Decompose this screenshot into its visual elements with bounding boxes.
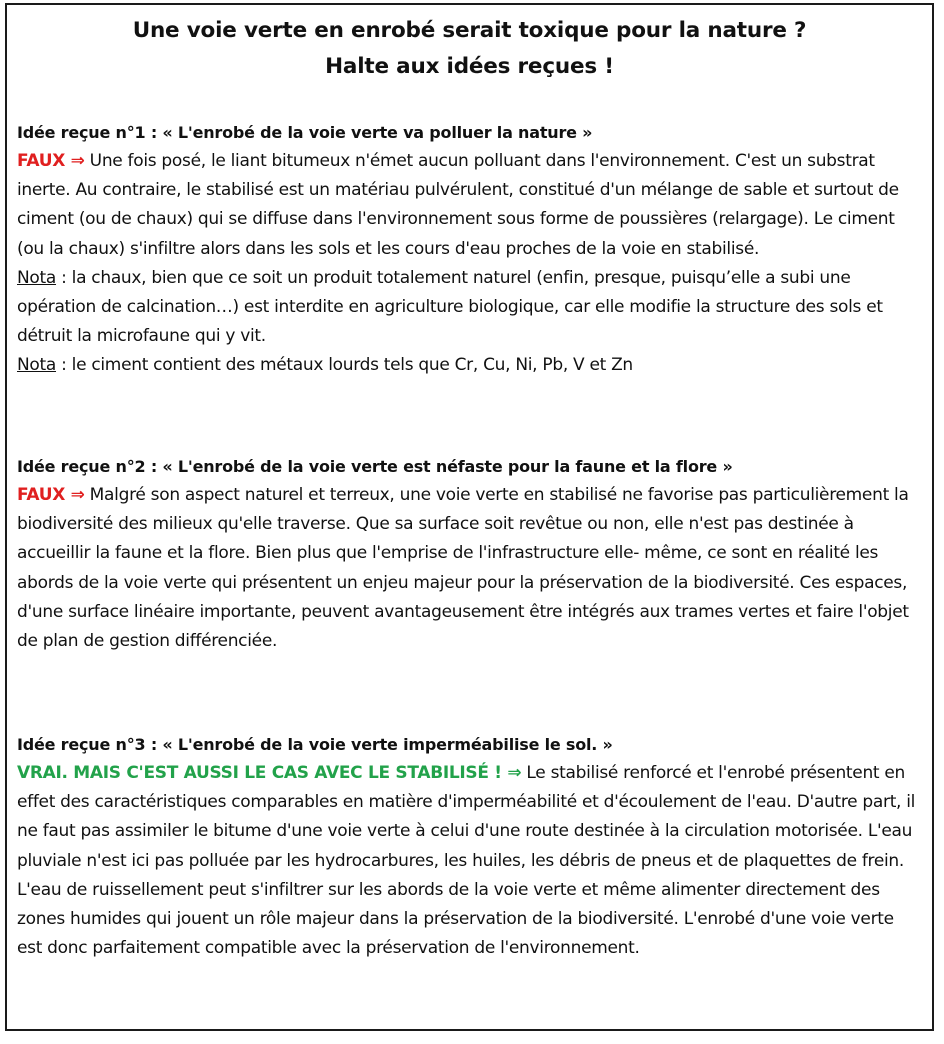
note-text: : le ciment contient des métaux lourds tels que Cr, Cu, Ni, Pb, V et Zn (56, 355, 633, 376)
section-idea-2 (17, 453, 922, 656)
section-idea-3 (17, 731, 922, 963)
section-text: Une fois posé, le liant bitumeux n'émet aucun polluant dans l'environnement. C'est un substrat inerte. Au contraire, le stabilisé est un matériau pulvérulent, constitué d'un mélange de sable et surtout de ciment (ou de chaux) qui se diffuse dans l'environnement sous forme de poussières (relargage). Le ciment (ou la chaux) s'infiltre alors dans les sols et les cours d'eau proches de la voie en stabilisé. (17, 151, 899, 259)
section-heading: Idée reçue n°3 : « L'enrobé de la voie verte imperméabilise le sol. » (17, 735, 613, 754)
page-title (7, 13, 932, 85)
note-label: Nota (17, 267, 57, 288)
section-body (17, 759, 922, 963)
section-text: Malgré son aspect naturel et terreux, une voie verte en stabilisé ne favorise pas particulièrement la biodiversité des milieux qu'elle traverse. Que sa surface soit revêtue ou non, elle n'est pas destinée à accueillir la faune et la flore. Bien plus que l'emprise de l'infrastructure elle- même, ce sont en réalité les abords de la voie verte qui présentent un enjeu majeur pour la préservation de la biodiversité. Ces espaces, d'une surface linéaire importante, peuvent avantageusement être intégrés aux trames vertes et faire l'objet de plan de gestion différenciée. (17, 485, 909, 652)
verdict-false: FAUX ⇒ (17, 485, 85, 505)
section-heading: Idée reçue n°1 : « L'enrobé de la voie verte va polluer la nature » (17, 123, 593, 142)
section-body (17, 147, 922, 381)
note-text: : la chaux, bien que ce soit un produit totalement naturel (enfin, presque, puisqu’elle a subi une opération de calcination…) est interdite en agriculture biologique, car elle modifie la structure des sols et détruit la microfaune qui y vit. (17, 267, 883, 347)
verdict-false: FAUX ⇒ (17, 151, 85, 171)
note (17, 264, 922, 352)
section-body (17, 481, 922, 656)
note (17, 351, 922, 380)
section-idea-1 (17, 119, 922, 381)
note-label: Nota (17, 355, 57, 376)
verdict-true: VRAI. MAIS C'EST AUSSI LE CAS AVEC LE STABILISÉ ! ⇒ (17, 763, 522, 783)
title-line-1: Une voie verte en enrobé serait toxique pour la nature ? (132, 18, 807, 43)
section-heading: Idée reçue n°2 : « L'enrobé de la voie verte est néfaste pour la faune et la flore » (17, 457, 733, 476)
title-line-2: Halte aux idées reçues ! (325, 54, 614, 79)
section-text: Le stabilisé renforcé et l'enrobé présentent en effet des caractéristiques comparables en matière d'imperméabilité et d'écoulement de l'eau. D'autre part, il ne faut pas assimiler le bitume d'une voie verte à celui d'une route destinée à la circulation motorisée. L'eau pluviale n'est ici pas polluée par les hydrocarbures, les huiles, les débris de pneus et de plaquettes de frein. L'eau de ruissellement peut s'infiltrer sur les abords de la voie verte et même alimenter directement des zones humides qui jouent un rôle majeur dans la préservation de la biodiversité. L'enrobé d'une voie verte est donc parfaitement compatible avec la préservation de l'environnement. (17, 763, 916, 959)
document-frame (5, 3, 934, 1031)
